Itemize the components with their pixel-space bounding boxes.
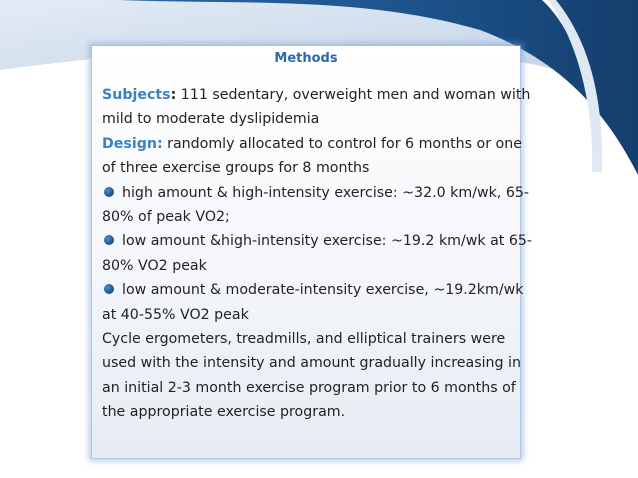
bullet-1-text: high amount & high-intensity exercise: ~32.0 km/wk, 65- [122,184,529,201]
bullet-3-text: low amount & moderate-intensity exercise, ~19.2km/wk [122,282,524,299]
blue-sphere-bullet-icon [104,235,114,245]
bullet-item-3-cont: at 40-55% VO2 peak [102,306,249,323]
methods-card [92,46,533,458]
bullet-item-1 [102,181,529,205]
design-line-2: of three exercise groups for 8 months [102,160,370,177]
blue-sphere-bullet-icon [104,284,114,294]
closing-line-4: the appropriate exercise program. [102,404,346,421]
design-line-1 [102,132,522,156]
subjects-colon: : [170,87,177,103]
methods-content [102,83,533,425]
bullet-item-2-cont: 80% VO2 peak [102,257,207,274]
subjects-label: Subjects [102,87,171,103]
closing-line-3: an initial 2-3 month exercise program prior to 6 months of [102,379,516,396]
subjects-line-2: mild to moderate dyslipidemia [102,111,320,128]
closing-line-1: Cycle ergometers, treadmills, and elliptical trainers were [102,331,506,348]
card-title: Methods [274,51,338,66]
closing-line-2: used with the intensity and amount gradually increasing in [102,355,521,372]
blue-sphere-bullet-icon [104,187,114,197]
subjects-text: 111 sedentary, overweight men and woman with [176,87,531,103]
subjects-line-1 [102,83,531,107]
bullet-2-text: low amount &high-intensity exercise: ~19.2 km/wk at 65- [122,233,533,250]
bullet-item-3 [102,278,524,302]
bullet-item-1-cont: 80% of peak VO2; [102,209,230,226]
bullet-item-2 [102,229,533,253]
design-label: Design: [102,135,163,152]
design-text: randomly allocated to control for 6 months or one [162,135,522,152]
